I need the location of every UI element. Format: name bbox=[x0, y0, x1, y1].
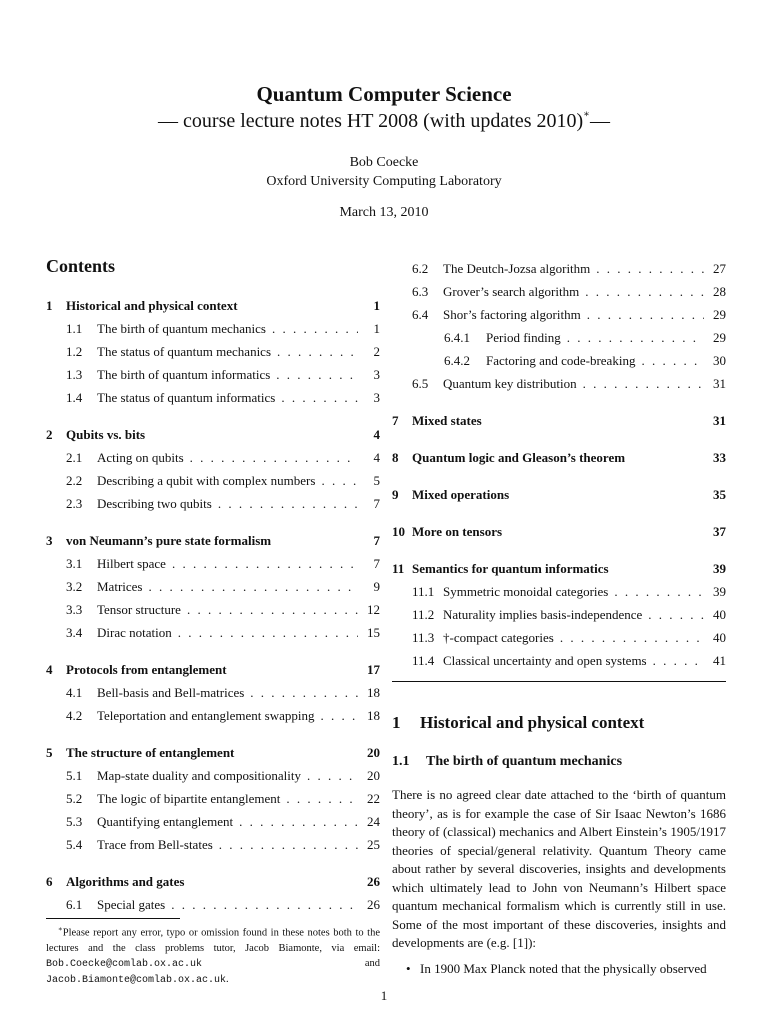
toc-page: 29 bbox=[713, 306, 726, 322]
toc-subsection-entry[interactable] bbox=[46, 340, 380, 363]
toc-number: 6.5 bbox=[412, 375, 429, 391]
toc-title: Qubits vs. bits bbox=[66, 426, 146, 442]
toc-title: The status of quantum mechanics bbox=[97, 343, 272, 359]
toc-page: 31 bbox=[713, 412, 726, 428]
toc-number: 11.1 bbox=[412, 583, 435, 599]
toc-number: 4.1 bbox=[66, 684, 83, 700]
toc-title: Period finding bbox=[486, 329, 561, 345]
toc-number: 5.3 bbox=[66, 813, 83, 829]
toc-title: The birth of quantum informatics bbox=[97, 366, 271, 382]
toc-title: Quantifying entanglement bbox=[97, 813, 234, 829]
toc-number: 3.1 bbox=[66, 555, 83, 571]
toc-subsection-entry[interactable] bbox=[46, 386, 380, 409]
toc-number: 8 bbox=[392, 449, 399, 465]
toc-title: Special gates bbox=[97, 896, 166, 912]
paper-title: Quantum Computer Science bbox=[256, 82, 512, 106]
toc-leader-dots bbox=[272, 321, 358, 337]
toc-title: Map-state duality and compositionality bbox=[97, 767, 301, 783]
toc-page: 40 bbox=[713, 629, 726, 645]
toc-title: Tensor structure bbox=[97, 601, 181, 617]
toc-subsection-entry[interactable] bbox=[392, 580, 726, 603]
toc-subsection-entry[interactable] bbox=[46, 598, 380, 621]
toc-leader-dots bbox=[276, 367, 358, 383]
toc-page: 12 bbox=[367, 601, 380, 617]
subsection-title: The birth of quantum mechanics bbox=[426, 754, 623, 769]
toc-page: 7 bbox=[373, 555, 380, 571]
toc-section-entry[interactable] bbox=[46, 870, 380, 893]
toc-section-entry[interactable] bbox=[46, 658, 380, 681]
toc-title: Algorithms and gates bbox=[66, 873, 185, 889]
toc-page: 1 bbox=[373, 297, 380, 313]
toc-subsection-entry[interactable] bbox=[46, 810, 380, 833]
toc-title: More on tensors bbox=[412, 523, 503, 539]
toc-page: 18 bbox=[367, 684, 380, 700]
toc-subsection-entry[interactable] bbox=[46, 575, 380, 598]
toc-number: 2.1 bbox=[66, 449, 83, 465]
toc-number: 3.4 bbox=[66, 624, 83, 640]
toc-subsection-entry[interactable] bbox=[46, 552, 380, 575]
footnote-email-link[interactable]: Jacob.Biamonte@comlab.ox.ac.uk bbox=[46, 974, 227, 986]
toc-page: 7 bbox=[373, 495, 380, 511]
toc-leader-dots bbox=[187, 602, 358, 618]
toc-leader-dots bbox=[171, 897, 358, 913]
toc-leader-dots bbox=[587, 307, 704, 323]
toc-subsection-entry[interactable] bbox=[392, 326, 726, 349]
toc-title: The status of quantum informatics bbox=[97, 389, 276, 405]
section-heading bbox=[392, 713, 644, 733]
toc-leader-dots bbox=[281, 390, 358, 406]
toc-page: 41 bbox=[713, 652, 726, 668]
toc-title: The structure of entanglement bbox=[66, 744, 235, 760]
toc-leader-dots bbox=[585, 284, 704, 300]
toc-page: 30 bbox=[713, 352, 726, 368]
toc-page: 22 bbox=[367, 790, 380, 806]
toc-subsection-entry[interactable] bbox=[392, 257, 726, 280]
toc-number: 10 bbox=[392, 523, 405, 539]
toc-section-entry[interactable] bbox=[392, 483, 726, 506]
toc-page: 9 bbox=[373, 578, 380, 594]
toc-page: 35 bbox=[713, 486, 726, 502]
paper-date: March 13, 2010 bbox=[339, 205, 429, 220]
toc-page: 27 bbox=[713, 260, 726, 276]
bullet-text: In 1900 Max Planck noted that the physically observed bbox=[420, 961, 707, 976]
subsection-number: 1.1 bbox=[392, 754, 410, 769]
paper-subtitle bbox=[0, 110, 768, 133]
toc-page: 20 bbox=[367, 744, 380, 760]
author-name: Bob Coecke bbox=[349, 155, 419, 170]
toc-leader-dots bbox=[560, 630, 704, 646]
toc-title: Trace from Bell-states bbox=[97, 836, 213, 852]
toc-page: 7 bbox=[373, 532, 380, 548]
toc-subsection-entry[interactable] bbox=[46, 492, 380, 515]
toc-subsection-entry[interactable] bbox=[46, 621, 380, 644]
toc-section-entry[interactable] bbox=[392, 446, 726, 469]
toc-page: 37 bbox=[713, 523, 726, 539]
toc-title: Matrices bbox=[97, 578, 143, 594]
footnote-mark: ∗ bbox=[583, 109, 590, 121]
toc-number: 4.2 bbox=[66, 707, 83, 723]
toc-leader-dots bbox=[178, 625, 358, 641]
toc-title: Teleportation and entanglement swapping bbox=[97, 707, 315, 723]
toc-subsection-entry[interactable] bbox=[46, 704, 380, 727]
toc-leader-dots bbox=[596, 261, 704, 277]
toc-number: 6.4 bbox=[412, 306, 429, 322]
toc-title: Quantum logic and Gleason’s theorem bbox=[412, 449, 626, 465]
footnote-text: Please report any error, typo or omission found in these notes both to the lectures and the class problems tutor, Jacob Biamonte, via email: bbox=[46, 927, 380, 954]
toc-title: Mixed states bbox=[412, 412, 482, 428]
toc-title: Hilbert space bbox=[97, 555, 166, 571]
toc-page: 29 bbox=[713, 329, 726, 345]
toc-leader-dots bbox=[641, 353, 704, 369]
toc-leader-dots bbox=[172, 556, 358, 572]
subtitle-end: — bbox=[589, 110, 610, 132]
toc-page: 33 bbox=[713, 449, 726, 465]
footnote-end: . bbox=[226, 973, 229, 985]
footnote bbox=[46, 922, 380, 988]
toc-number: 3.3 bbox=[66, 601, 83, 617]
toc-title: Naturality implies basis-independence bbox=[443, 606, 643, 622]
toc-subsection-entry[interactable] bbox=[392, 603, 726, 626]
toc-page: 26 bbox=[367, 896, 380, 912]
toc-subsection-entry[interactable] bbox=[392, 626, 726, 649]
toc-subsection-entry[interactable] bbox=[46, 469, 380, 492]
toc-subsection-entry[interactable] bbox=[392, 303, 726, 326]
toc-subsection-entry[interactable] bbox=[46, 833, 380, 856]
toc-subsection-entry[interactable] bbox=[46, 764, 380, 787]
toc-number: 6.1 bbox=[66, 896, 83, 912]
toc-leader-dots bbox=[219, 837, 358, 853]
toc-title: The logic of bipartite entanglement bbox=[97, 790, 281, 806]
toc-page: 20 bbox=[367, 767, 380, 783]
toc-title: Quantum key distribution bbox=[443, 375, 577, 391]
toc-leader-dots bbox=[190, 450, 358, 466]
toc-number: 2.3 bbox=[66, 495, 83, 511]
toc-leader-dots bbox=[148, 579, 358, 595]
toc-title: Shor’s factoring algorithm bbox=[443, 306, 581, 322]
toc-number: 11.3 bbox=[412, 629, 435, 645]
toc-page: 39 bbox=[713, 560, 726, 576]
toc-number: 5 bbox=[46, 744, 53, 760]
toc-right-column bbox=[392, 257, 726, 672]
toc-number: 6.4.1 bbox=[444, 329, 470, 345]
toc-page: 24 bbox=[367, 813, 380, 829]
toc-number: 5.4 bbox=[66, 836, 83, 852]
toc-number: 3.2 bbox=[66, 578, 83, 594]
toc-section-entry[interactable] bbox=[46, 294, 380, 317]
toc-number: 2.2 bbox=[66, 472, 83, 488]
toc-subsection-entry[interactable] bbox=[392, 349, 726, 372]
toc-leader-dots bbox=[321, 708, 359, 724]
toc-number: 6.4.2 bbox=[444, 352, 470, 368]
toc-leader-dots bbox=[321, 473, 358, 489]
toc-number: 6.2 bbox=[412, 260, 429, 276]
toc-page: 26 bbox=[367, 873, 380, 889]
toc-title: Mixed operations bbox=[412, 486, 510, 502]
page-number: 1 bbox=[380, 988, 388, 1003]
toc-number: 1.2 bbox=[66, 343, 83, 359]
toc-number: 5.1 bbox=[66, 767, 83, 783]
toc-title: Protocols from entanglement bbox=[66, 661, 227, 677]
footnote-rule bbox=[46, 918, 180, 919]
toc-title: Grover’s search algorithm bbox=[443, 283, 580, 299]
toc-page: 18 bbox=[367, 707, 380, 723]
toc-page: 39 bbox=[713, 583, 726, 599]
toc-title: Classical uncertainty and open systems bbox=[443, 652, 647, 668]
toc-leader-dots bbox=[239, 814, 358, 830]
toc-title: Dirac notation bbox=[97, 624, 172, 640]
toc-title: Acting on qubits bbox=[97, 449, 184, 465]
toc-number: 1.1 bbox=[66, 320, 83, 336]
toc-title: The Deutch-Jozsa algorithm bbox=[443, 260, 591, 276]
footnote-email-link[interactable]: Bob.Coecke@comlab.ox.ac.uk bbox=[46, 958, 203, 970]
toc-title: Describing a qubit with complex numbers bbox=[97, 472, 316, 488]
toc-section-entry[interactable] bbox=[392, 557, 726, 580]
body-paragraph: There is no agreed clear date attached to the ‘birth of quantum theory’, as is for example the case of Sir Isaac Newton’s 1686 theory of (classical) mechanics and Albert Einstein’s 1905/1917 theories of special/general relativity. Quantum Theory came about rather by several discoveries, insights and developments which ultimately lead to John von Neumann’s Hilbert space quantum mechanical formalism which is currently still in use. Some of the most important of these discoveries, insights and developments are (e.g. [1]): bbox=[392, 787, 726, 950]
toc-page: 40 bbox=[713, 606, 726, 622]
toc-leader-dots bbox=[286, 791, 358, 807]
toc-subsection-entry[interactable] bbox=[46, 446, 380, 469]
toc-leader-dots bbox=[250, 685, 358, 701]
toc-title: Historical and physical context bbox=[66, 297, 238, 313]
toc-section-entry[interactable] bbox=[392, 520, 726, 543]
toc-number: 1.3 bbox=[66, 366, 83, 382]
footnote-mark: ∗ bbox=[58, 925, 63, 933]
toc-number: 11.2 bbox=[412, 606, 435, 622]
toc-subsection-entry[interactable] bbox=[392, 280, 726, 303]
toc-number: 3 bbox=[46, 532, 53, 548]
toc-subsection-entry[interactable] bbox=[392, 372, 726, 395]
toc-title: Symmetric monoidal categories bbox=[443, 583, 609, 599]
toc-page: 4 bbox=[373, 426, 380, 442]
toc-leader-dots bbox=[648, 607, 704, 623]
toc-section-entry[interactable] bbox=[46, 741, 380, 764]
toc-subsection-entry[interactable] bbox=[46, 893, 380, 916]
bullet-icon: • bbox=[406, 961, 411, 976]
toc-section-entry[interactable] bbox=[392, 409, 726, 432]
toc-title: Factoring and code-breaking bbox=[486, 352, 636, 368]
toc-page: 2 bbox=[373, 343, 380, 359]
toc-leader-dots bbox=[307, 768, 358, 784]
toc-page: 25 bbox=[367, 836, 380, 852]
toc-number: 6 bbox=[46, 873, 53, 889]
toc-number: 7 bbox=[392, 412, 399, 428]
toc-leader-dots bbox=[583, 376, 704, 392]
toc-title: von Neumann’s pure state formalism bbox=[66, 532, 272, 548]
bullet-item bbox=[406, 961, 726, 977]
toc-leader-dots bbox=[567, 330, 704, 346]
section-number: 1 bbox=[392, 713, 401, 732]
toc-number: 5.2 bbox=[66, 790, 83, 806]
footnote-and: and bbox=[202, 957, 380, 969]
toc-section-entry[interactable] bbox=[46, 423, 380, 446]
toc-leader-dots bbox=[277, 344, 358, 360]
toc-number: 4 bbox=[46, 661, 53, 677]
toc-number: 9 bbox=[392, 486, 399, 502]
section-divider bbox=[392, 681, 726, 682]
toc-subsection-entry[interactable] bbox=[46, 317, 380, 340]
toc-page: 4 bbox=[373, 449, 380, 465]
toc-page: 17 bbox=[367, 661, 380, 677]
section-title: Historical and physical context bbox=[420, 713, 645, 732]
toc-title: †-compact categories bbox=[443, 629, 554, 645]
subtitle-text: — course lecture notes HT 2008 (with updates 2010) bbox=[158, 110, 584, 132]
contents-heading: Contents bbox=[46, 256, 116, 276]
toc-page: 1 bbox=[373, 320, 380, 336]
toc-left-column bbox=[46, 294, 380, 916]
toc-title: Semantics for quantum informatics bbox=[412, 560, 609, 576]
toc-number: 11 bbox=[392, 560, 405, 576]
toc-section-entry[interactable] bbox=[46, 529, 380, 552]
toc-leader-dots bbox=[218, 496, 358, 512]
toc-title: The birth of quantum mechanics bbox=[97, 320, 266, 336]
toc-number: 6.3 bbox=[412, 283, 429, 299]
toc-page: 5 bbox=[373, 472, 380, 488]
toc-leader-dots bbox=[614, 584, 704, 600]
toc-number: 1 bbox=[46, 297, 53, 313]
toc-page: 3 bbox=[373, 389, 380, 405]
toc-title: Bell-basis and Bell-matrices bbox=[97, 684, 245, 700]
toc-subsection-entry[interactable] bbox=[46, 363, 380, 386]
toc-page: 15 bbox=[367, 624, 380, 640]
toc-title: Describing two qubits bbox=[97, 495, 212, 511]
toc-subsection-entry[interactable] bbox=[46, 787, 380, 810]
toc-number: 1.4 bbox=[66, 389, 83, 405]
toc-leader-dots bbox=[653, 653, 704, 669]
toc-page: 28 bbox=[713, 283, 726, 299]
toc-subsection-entry[interactable] bbox=[392, 649, 726, 672]
toc-page: 31 bbox=[713, 375, 726, 391]
toc-number: 11.4 bbox=[412, 652, 435, 668]
toc-page: 3 bbox=[373, 366, 380, 382]
author-affiliation: Oxford University Computing Laboratory bbox=[266, 174, 502, 189]
toc-number: 2 bbox=[46, 426, 53, 442]
toc-subsection-entry[interactable] bbox=[46, 681, 380, 704]
subsection-heading bbox=[392, 754, 622, 770]
